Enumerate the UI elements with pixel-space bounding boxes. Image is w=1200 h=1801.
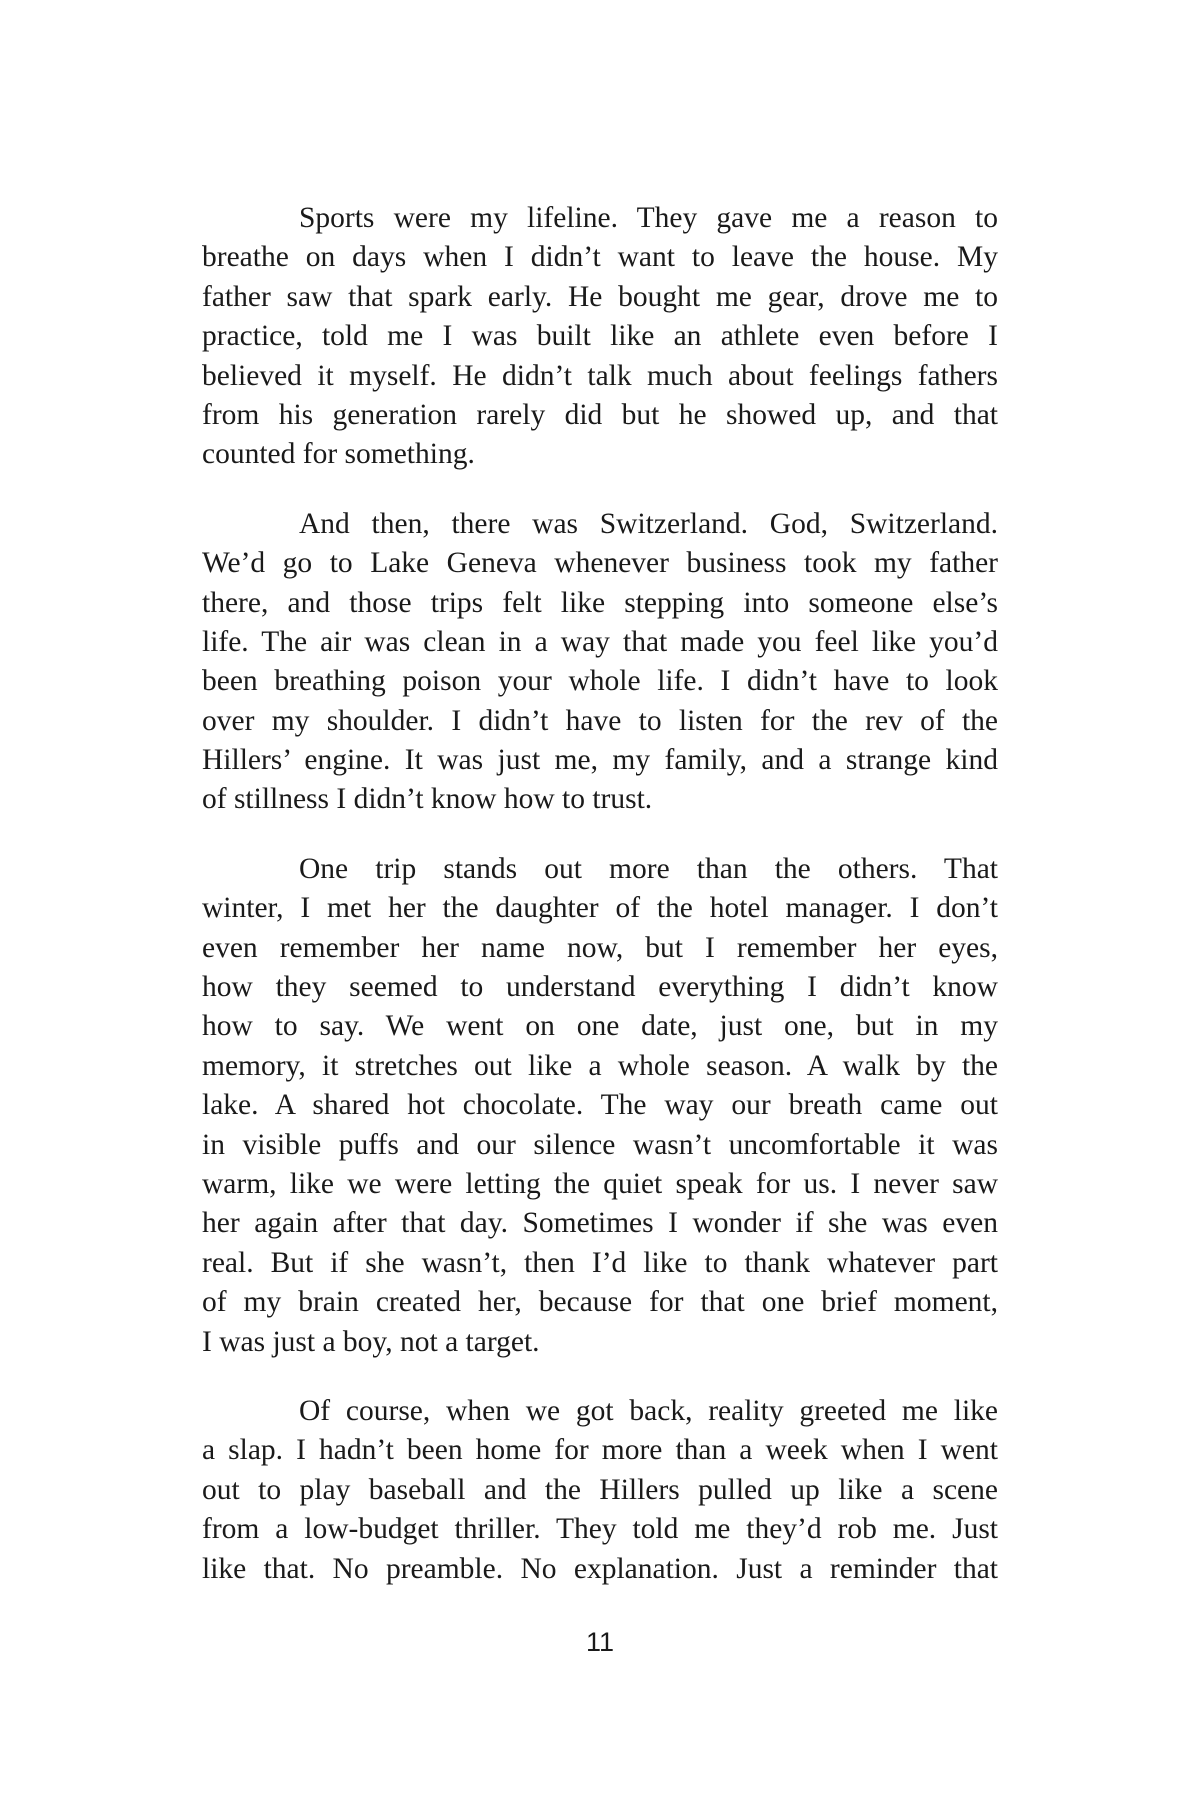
text-line: a slap. I hadn’t been home for more than a week when I went	[202, 1434, 998, 1467]
text-line: believed it myself. He didn’t talk much about feelings fathers	[202, 359, 998, 392]
text-line: over my shoulder. I didn’t have to listen for the rev of the	[202, 704, 998, 737]
text-line: how to say. We went on one date, just one, but in my	[202, 1010, 998, 1043]
text-line: Of course, when we got back, reality greeted me like	[299, 1394, 998, 1427]
text-line: even remember her name now, but I remember her eyes,	[202, 931, 998, 964]
paragraph-1	[202, 199, 998, 475]
text-line: there, and those trips felt like stepping into someone else’s	[202, 586, 998, 619]
text-line: from a low-budget thriller. They told me they’d rob me. Just	[202, 1513, 998, 1546]
text-line: Hillers’ engine. It was just me, my family, and a strange kind	[202, 744, 998, 777]
text-line: like that. No preamble. No explanation. Just a reminder that	[202, 1552, 998, 1585]
text-line: We’d go to Lake Geneva whenever business took my father	[202, 547, 998, 580]
text-line: from his generation rarely did but he showed up, and that	[202, 398, 998, 431]
page-number: 11	[585, 1627, 615, 1657]
text-line: how they seemed to understand everything I didn’t know	[202, 971, 998, 1004]
text-line: One trip stands out more than the others. That	[299, 852, 998, 885]
text-line: Sports were my lifeline. They gave me a reason to	[299, 202, 998, 234]
paragraph-2	[202, 505, 998, 820]
text-line: And then, there was Switzerland. God, Switzerland.	[299, 507, 998, 540]
text-line: breathe on days when I didn’t want to leave the house. My	[202, 241, 998, 274]
text-line: counted for something.	[202, 438, 475, 471]
text-line: of stillness I didn’t know how to trust.	[202, 783, 653, 816]
paragraph-3	[202, 850, 998, 1362]
text-line: winter, I met her the daughter of the hotel manager. I don’t	[202, 892, 998, 925]
text-line: I was just a boy, not a target.	[202, 1325, 540, 1358]
text-line: out to play baseball and the Hillers pulled up like a scene	[202, 1473, 998, 1506]
text-line: her again after that day. Sometimes I wonder if she was even	[202, 1207, 998, 1240]
text-line: memory, it stretches out like a whole season. A walk by the	[202, 1049, 998, 1082]
paragraph-4	[202, 1392, 998, 1589]
text-line: life. The air was clean in a way that made you feel like you’d	[202, 625, 998, 658]
text-line: real. But if she wasn’t, then I’d like to thank whatever part	[202, 1246, 998, 1279]
text-line: practice, told me I was built like an athlete even before I	[202, 320, 998, 353]
text-line: been breathing poison your whole life. I didn’t have to look	[202, 665, 998, 698]
text-line: father saw that spark early. He bought me gear, drove me to	[202, 280, 998, 313]
text-line: of my brain created her, because for that one brief moment,	[202, 1286, 998, 1319]
body-text	[202, 199, 998, 1619]
text-line: lake. A shared hot chocolate. The way our breath came out	[202, 1089, 998, 1122]
text-line: warm, like we were letting the quiet speak for us. I never saw	[202, 1167, 998, 1200]
text-line: in visible puffs and our silence wasn’t uncomfortable it was	[202, 1128, 998, 1161]
